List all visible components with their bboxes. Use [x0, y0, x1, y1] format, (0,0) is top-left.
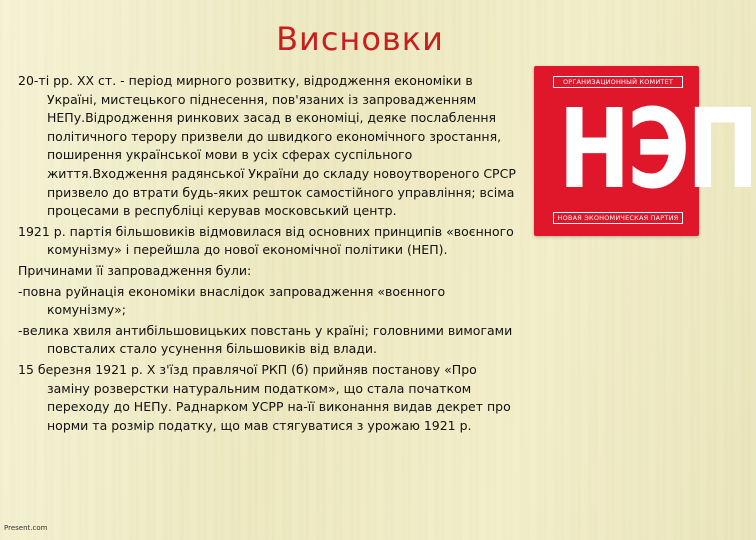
paragraph-reason-economy: -повна руйнація економіки внаслідок запровадження «воєнного комунізму»; — [18, 283, 446, 318]
nep-logo — [534, 66, 756, 236]
slide-content — [18, 72, 523, 437]
paragraph-summary: 20-ті рр. ХХ ст. - період мирного розвитку, відродження економіки в Україні, мистецького піднесення, пов'язаних із запровадженням НЕПу.Відродження ринкових засад в економіці, деяке послаблення політичного терору призвели до швидкого економічного зростання, поширення української мови в усіх сферах суспільного життя.Входження радянської України до складу новоутвореного СРСР призвело до втрати будь-яких решток самостійного управління; всіма процесами в республіці керував московський центр. — [18, 73, 516, 219]
paragraph-reasons-heading: Причинами її запровадження були: — [18, 262, 252, 278]
watermark: Present.com — [4, 524, 48, 532]
nep-logo-top-text: ОРГАНИЗАЦИОННЫЙ КОМИТЕТ — [553, 76, 683, 88]
paragraph-congress-decree: 15 березня 1921 р. Х з'їзд правлячої РКП (б) прийняв постанову «Про заміну розверстки натуральним податком», що стала початком переходу до НЕПу. Раднарком УСРР на-її виконання видав декрет про норми та розмір податку, що мав стягуватися з урожаю 1921 р. — [18, 361, 511, 433]
paragraph-reason-uprisings: -велика хвиля антибільшовицьких повстань у країні; головними вимогами повсталих стало усунення більшовиків від влади. — [18, 322, 513, 357]
nep-logo-letters: НЭП — [558, 85, 756, 213]
nep-logo-bottom-text: НОВАЯ ЭКОНОМИЧЕСКАЯ ПАРТИЯ — [553, 212, 683, 224]
slide-title: Висновки — [276, 20, 444, 58]
paragraph-nep-1921: 1921 р. партія більшовиків відмовилася від основних принципів «воєнного комунізму» і перейшла до нової економічної політики (НЕП). — [18, 223, 514, 258]
